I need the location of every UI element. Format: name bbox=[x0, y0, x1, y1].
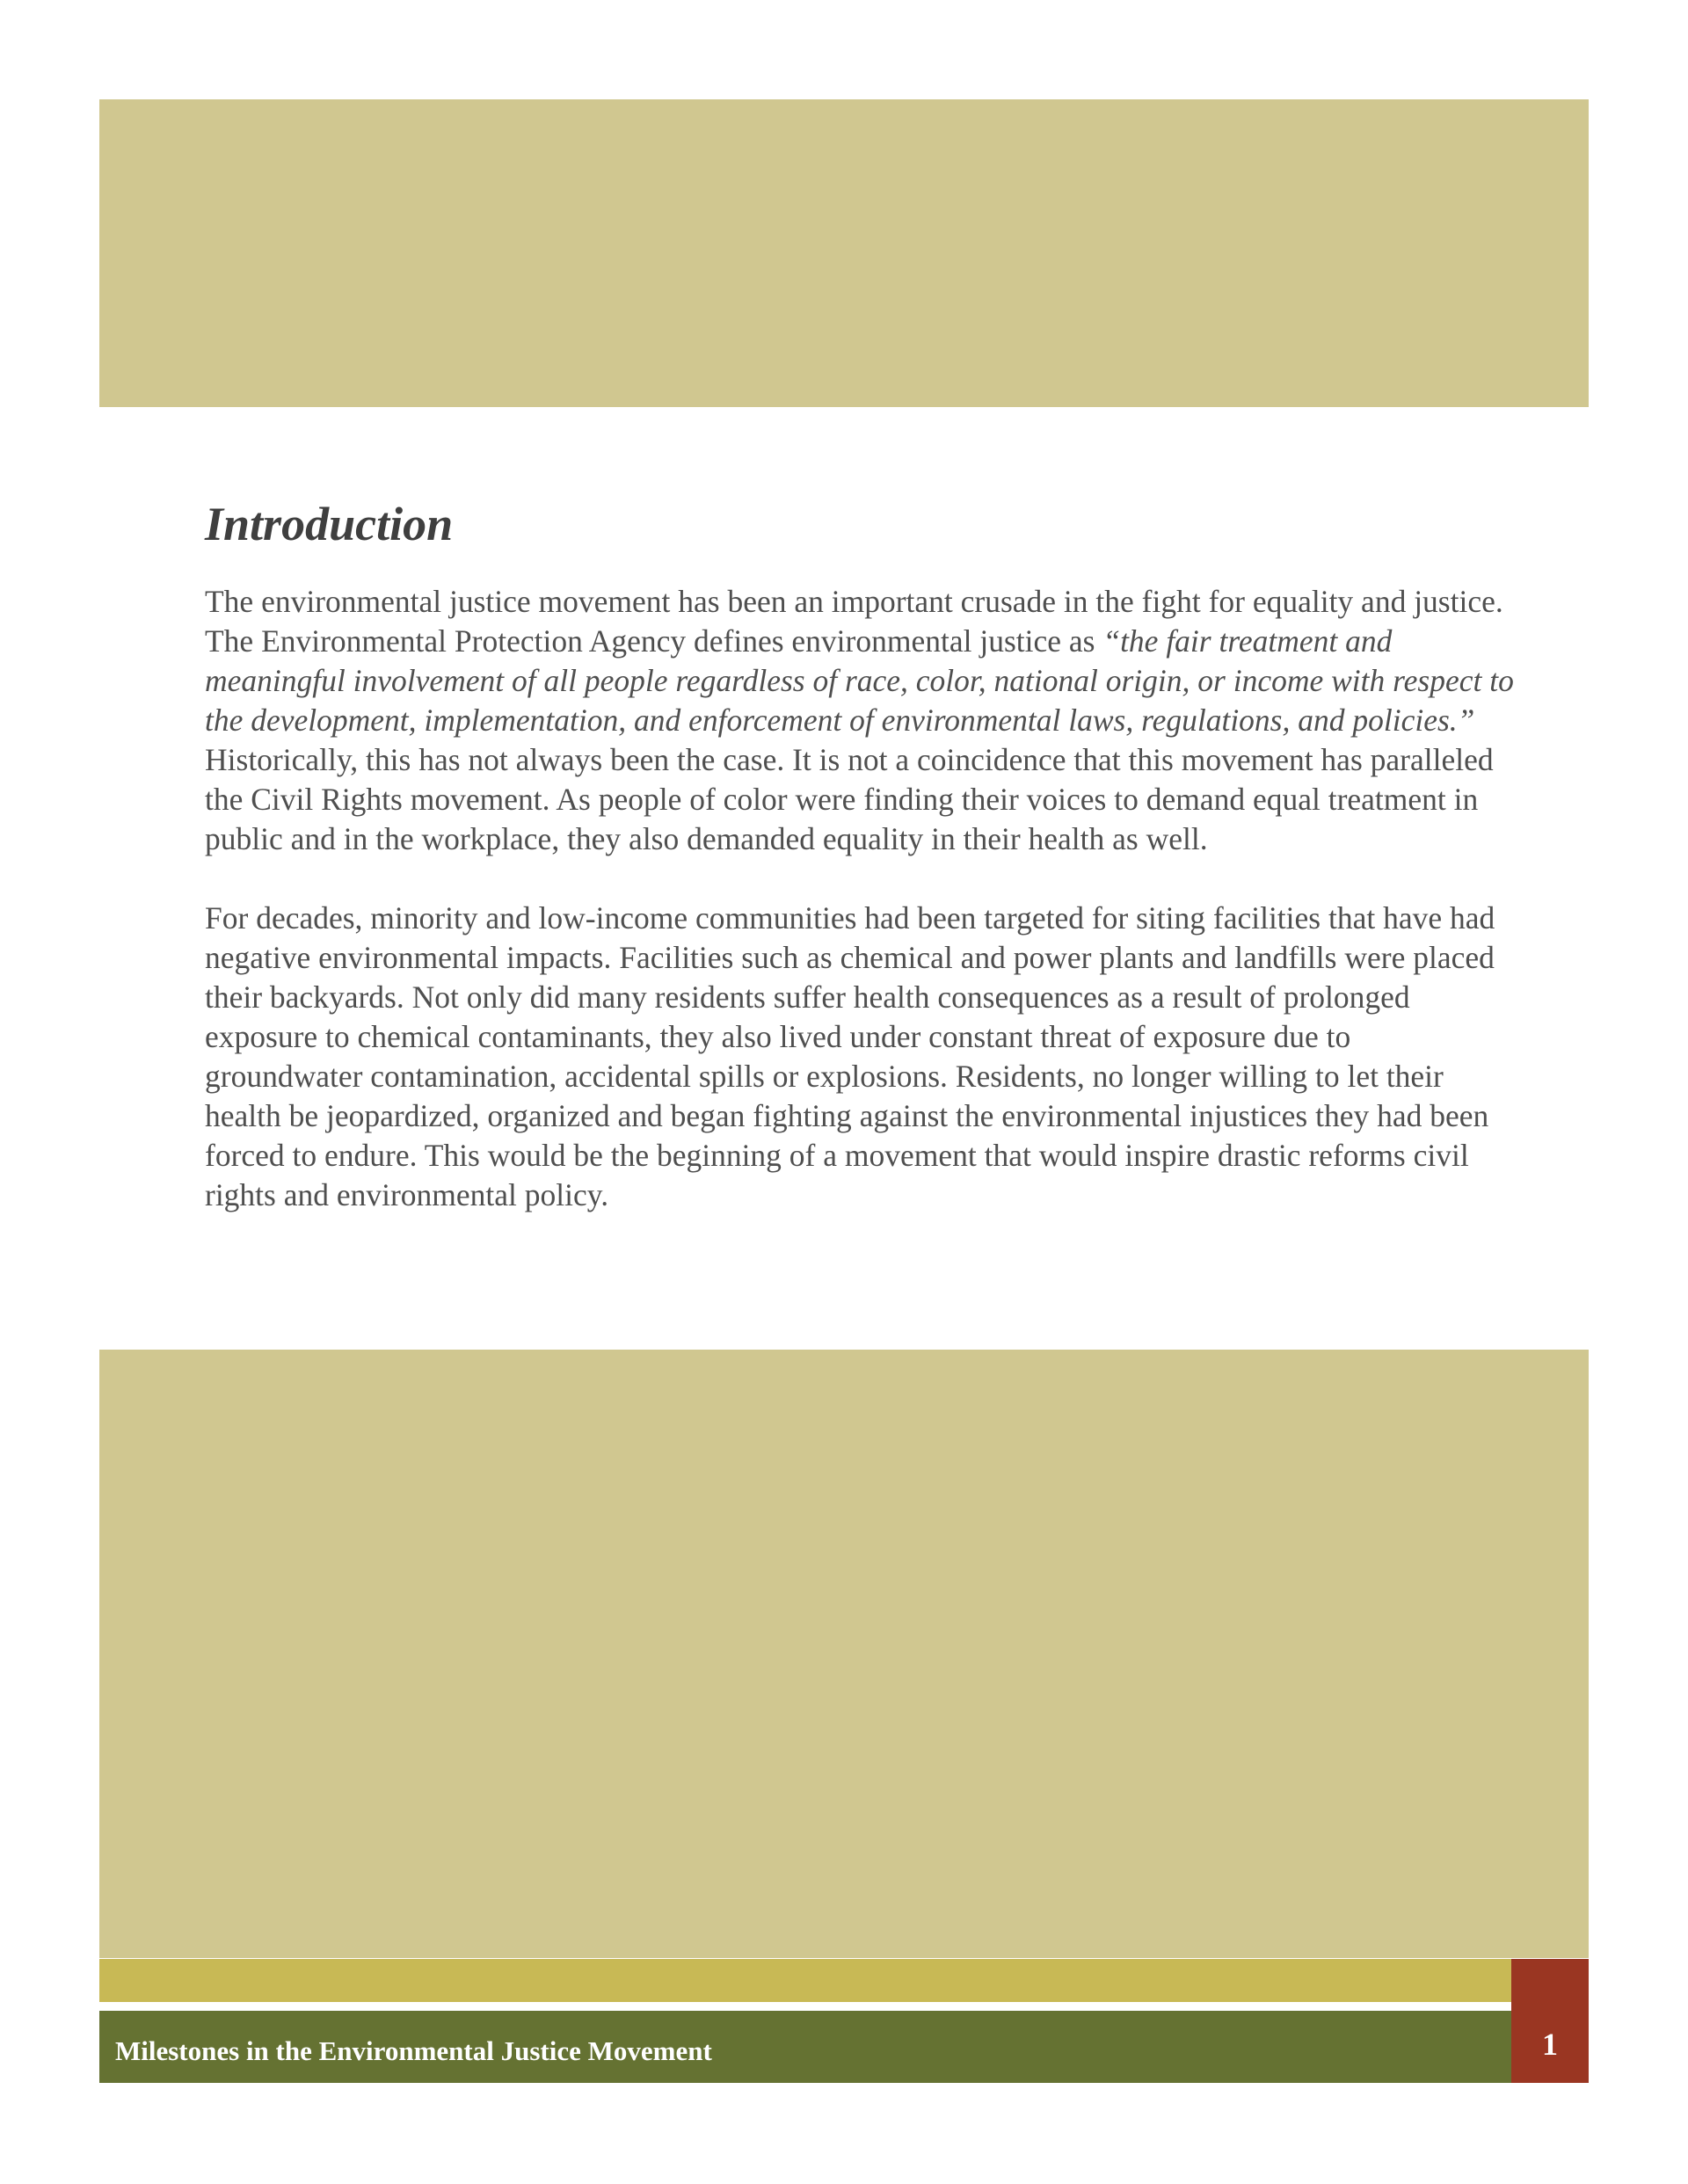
footer-bar bbox=[99, 2011, 1511, 2083]
second-paragraph: For decades, minority and low-income communities had been targeted for siting facilities that have had negative environmental impacts. Facilities such as chemical and power plants and landfills were placed their backyards. Not only did many residents suffer health consequences as a result of prolonged exposure to chemical contaminants, they also lived under constant threat of exposure due to groundwater contamination, accidental spills or explosions. Residents, no longer willing to let their health be jeopardized, organized and began fighting against the environmental injustices they had been forced to endure. This would be the beginning of a movement that would inspire drastic reforms civil rights and environmental policy. bbox=[205, 900, 1495, 1212]
intro-paragraph bbox=[205, 582, 1515, 859]
bottom-decorative-band bbox=[99, 1350, 1589, 1958]
intro-paragraph-text: The environmental justice movement has been an important crusade in the fight for equality and justice. The Environmental Protection Agency defines environmental justice as bbox=[205, 584, 1503, 659]
footer-accent-bar bbox=[99, 1959, 1511, 2002]
top-decorative-band bbox=[99, 99, 1589, 407]
epa-definition-quote: “the fair treatment and meaningful involvement of all people regardless of race, color, national origin, or income with respect to the development, implementation, and enforcement of environmental laws, regulations, and policies.” bbox=[205, 623, 1514, 738]
page-heading: Introduction bbox=[205, 498, 454, 550]
page-number-box bbox=[1511, 1959, 1589, 2083]
intro-paragraph-continuation: Historically, this has not always been the case. It is not a coincidence that this movement has paralleled the Civil Rights movement. As people of color were finding their voices to demand equal treatment in public and in the workplace, they also demanded equality in their health as well. bbox=[205, 742, 1494, 856]
main-content bbox=[205, 492, 1515, 1215]
page-number: 1 bbox=[1542, 2027, 1558, 2062]
footer-title: Milestones in the Environmental Justice Movement bbox=[115, 2035, 712, 2066]
